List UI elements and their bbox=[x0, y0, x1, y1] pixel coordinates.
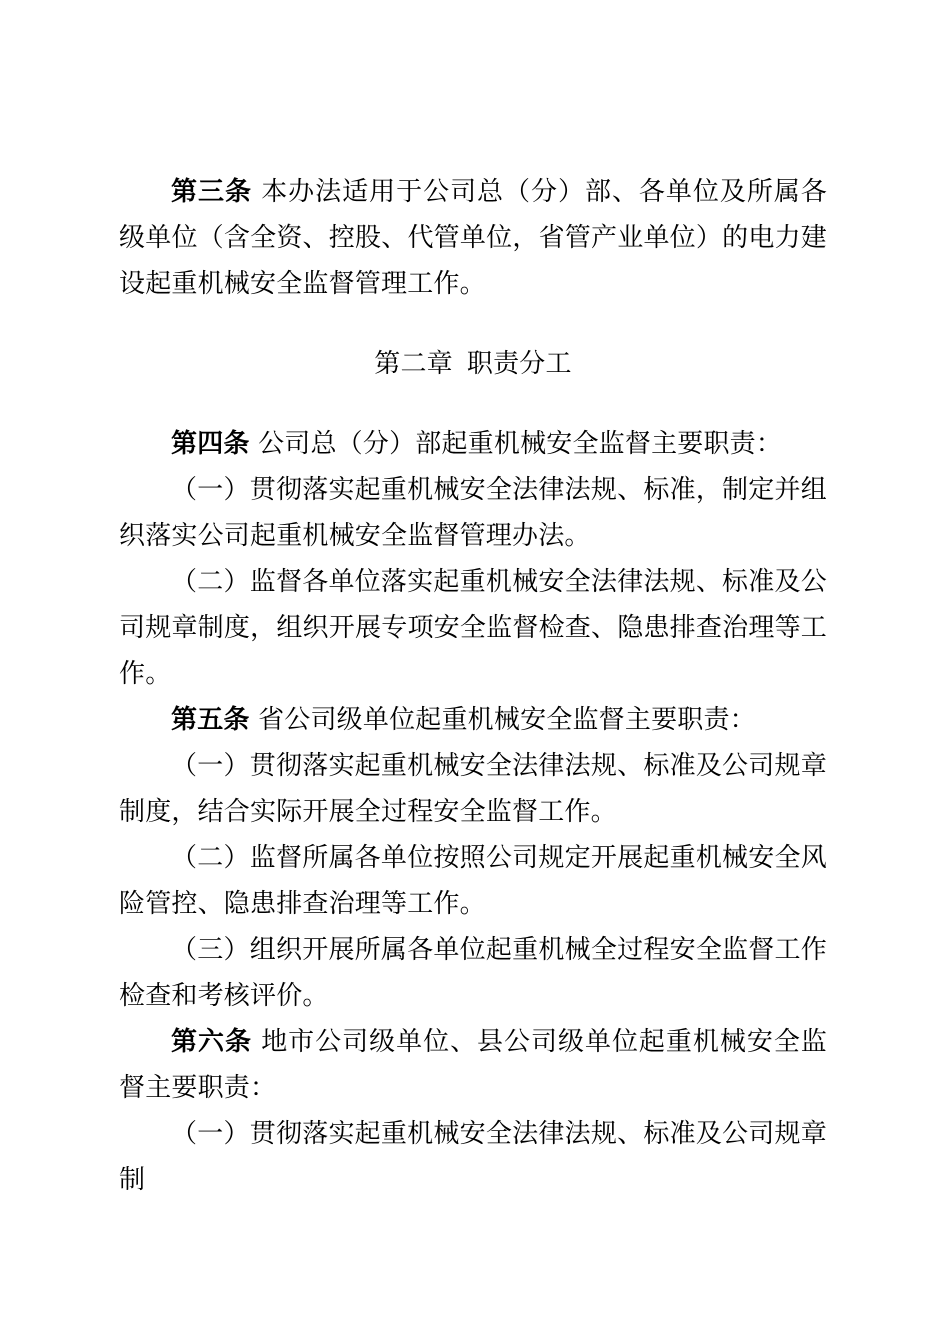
article-3 bbox=[119, 169, 827, 307]
article-6-text: 地市公司级单位、县公司级单位起重机械安全监督主要职责： bbox=[119, 1027, 828, 1103]
article-5-item-2: （二）监督所属各单位按照公司规定开展起重机械安全风险管控、隐患排查治理等工作。 bbox=[119, 843, 827, 919]
article-4-item-1: （一）贯彻落实起重机械安全法律法规、标准，制定并组织落实公司起重机械安全监督管理办法。 bbox=[119, 475, 827, 551]
chapter-2-title bbox=[119, 307, 827, 421]
article-5-item-3: （三）组织开展所属各单位起重机械全过程安全监督工作检查和考核评价。 bbox=[119, 935, 827, 1011]
article-4 bbox=[119, 421, 827, 467]
article-6 bbox=[119, 1019, 827, 1111]
article-5-text: 省公司级单位起重机械安全监督主要职责： bbox=[258, 705, 756, 735]
article-5 bbox=[119, 697, 827, 743]
article-3-heading: 第三条 bbox=[171, 177, 252, 207]
article-6-item-1: （一）贯彻落实起重机械安全法律法规、标准及公司规章制 bbox=[119, 1119, 827, 1195]
article-4-item-2: （二）监督各单位落实起重机械安全法律法规、标准及公司规章制度，组织开展专项安全监督检查、隐患排查治理等工作。 bbox=[119, 567, 827, 689]
chapter-2-name: 职责分工 bbox=[466, 349, 572, 379]
article-4-text: 公司总（分）部起重机械安全监督主要职责： bbox=[258, 429, 783, 459]
article-5-heading: 第五条 bbox=[171, 705, 250, 735]
article-5-item-1: （一）贯彻落实起重机械安全法律法规、标准及公司规章制度，结合实际开展全过程安全监督工作。 bbox=[119, 751, 827, 827]
article-4-heading: 第四条 bbox=[171, 429, 250, 459]
article-6-heading: 第六条 bbox=[171, 1027, 252, 1057]
chapter-2-number: 第二章 bbox=[374, 349, 453, 379]
document-page bbox=[119, 169, 827, 1203]
article-3-text: 本办法适用于公司总（分）部、各单位及所属各级单位（含全资、控股、代管单位，省管产业单位）的电力建设起重机械安全监督管理工作。 bbox=[119, 177, 828, 299]
